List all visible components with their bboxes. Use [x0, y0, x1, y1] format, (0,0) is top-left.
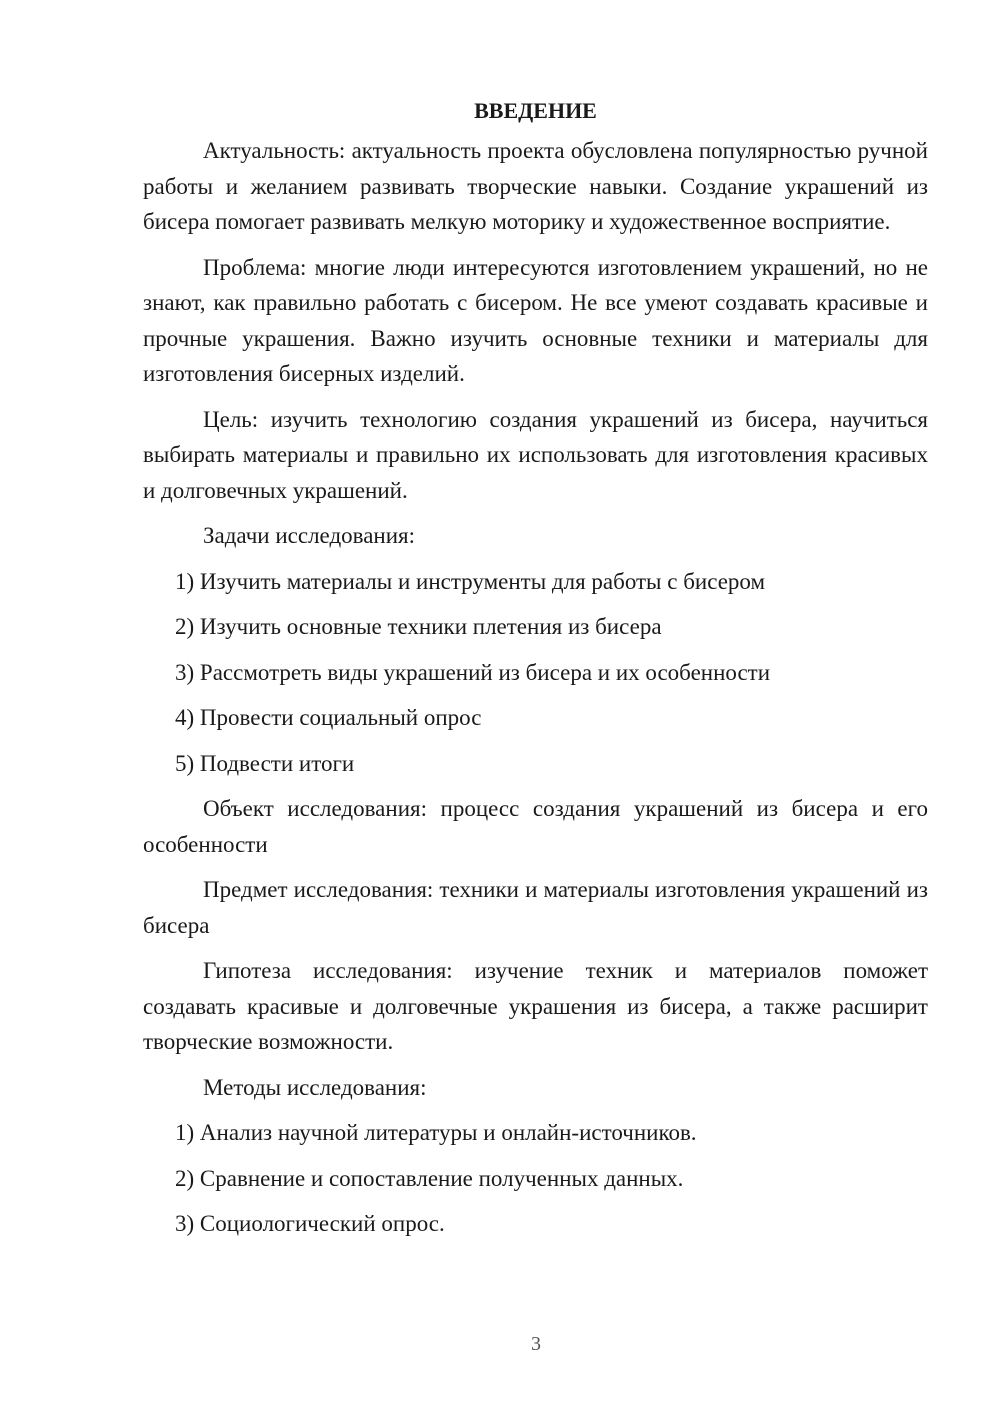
task-item-1: 1) Изучить материалы и инструменты для работы с бисером [175, 568, 766, 594]
tasks-label: Задачи исследования: [203, 523, 416, 548]
goal-paragraph: Цель: изучить технологию создания украшений из бисера, научиться выбирать материалы и правильно их использовать для изготовления красивых и долговечных украшений. [143, 406, 928, 503]
methods-label: Методы исследования: [203, 1074, 427, 1100]
method-item-3: 3) Социологический опрос. [175, 1211, 445, 1236]
hypothesis-paragraph: Гипотеза исследования: изучение техник и материалов поможет создавать красивые и долговечные украшения из бисера, а также расширит творческие возможности. [143, 958, 928, 1054]
method-item-1: 1) Анализ научной литературы и онлайн-источников. [175, 1120, 697, 1145]
page-content [143, 96, 928, 1252]
task-item-4: 4) Провести социальный опрос [175, 705, 482, 730]
relevance-paragraph: Актуальность: актуальность проекта обусловлена популярностью ручной работы и желанием развивать творческие навыки. Создание украшений из бисера помогает развивать мелкую моторику и художественное восприятие. [143, 138, 928, 234]
object-paragraph: Объект исследования: процесс создания украшений из бисера и его особенности [143, 796, 928, 857]
method-item-2: 2) Сравнение и сопоставление полученных данных. [175, 1165, 684, 1191]
task-item-2: 2) Изучить основные техники плетения из бисера [175, 614, 662, 639]
task-item-3: 3) Рассмотреть виды украшений из бисера и их особенности [175, 659, 771, 685]
subject-paragraph: Предмет исследования: техники и материалы изготовления украшений из бисера [143, 877, 928, 938]
task-item-5: 5) Подвести итоги [175, 750, 355, 776]
section-title: ВВЕДЕНИЕ [474, 98, 597, 123]
problem-paragraph: Проблема: многие люди интересуются изготовлением украшений, но не знают, как правильно работать с бисером. Не все умеют создавать красивые и прочные украшения. Важно изучить основные техники и материалы для изготовления бисерных изделий. [143, 254, 928, 386]
page-number: 3 [531, 1333, 541, 1355]
